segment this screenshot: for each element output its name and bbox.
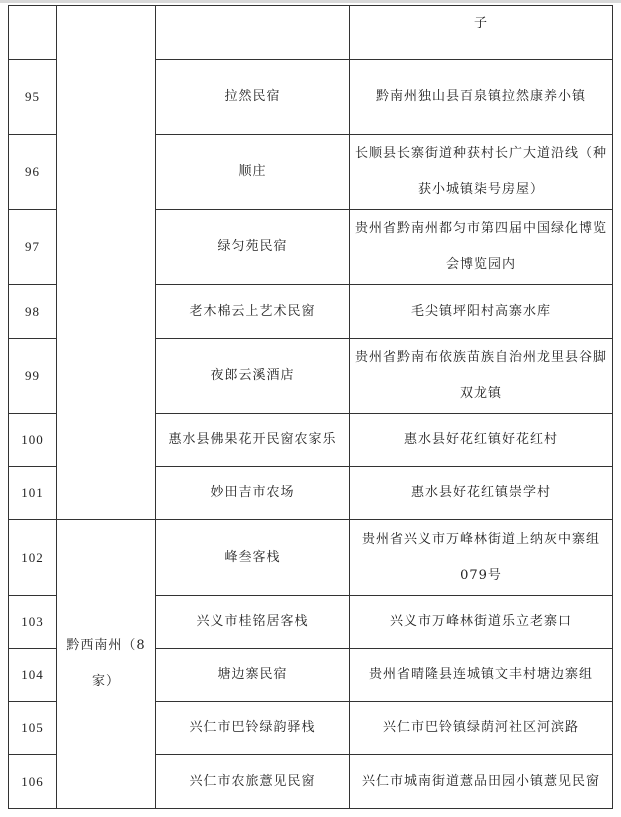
row-number: 104: [9, 649, 57, 702]
row-address: 黔南州独山县百泉镇拉然康养小镇: [350, 60, 613, 135]
row-name: 惠水县佛果花开民窗农家乐: [156, 414, 350, 467]
cell-number: [9, 6, 57, 60]
row-name: 妙田吉市农场: [156, 467, 350, 520]
row-address: 惠水县好花红镇崇学村: [350, 467, 613, 520]
row-number: 101: [9, 467, 57, 520]
row-name: 兴仁市巴铃绿韵驿栈: [156, 702, 350, 755]
row-name: 兴仁市农旅薏见民窗: [156, 755, 350, 809]
row-name: 老木棉云上艺术民窗: [156, 285, 350, 339]
row-address: 兴仁市巴铃镇绿荫河社区河滨路: [350, 702, 613, 755]
row-name: 夜郎云溪酒店: [156, 339, 350, 414]
row-address: 贵州省黔南州都匀市第四届中国绿化博览会博览园内: [350, 210, 613, 285]
row-number: 95: [9, 60, 57, 135]
row-address: 毛尖镇坪阳村高寨水库: [350, 285, 613, 339]
table-row-continuation: [9, 6, 613, 60]
address-continuation: 子: [473, 16, 488, 31]
row-address: 兴仁市城南街道薏品田园小镇薏见民窗: [350, 755, 613, 809]
region-cell: 黔西南州（8家）: [57, 520, 156, 809]
row-address: 兴义市万峰林街道乐立老寨口: [350, 596, 613, 649]
row-number: 105: [9, 702, 57, 755]
row-name: 绿匀苑民宿: [156, 210, 350, 285]
cell-address: [350, 6, 613, 60]
row-number: 100: [9, 414, 57, 467]
row-address: 长顺县长寨街道种获村长广大道沿线（种获小城镇柒号房屋）: [350, 135, 613, 210]
row-address: 贵州省黔南布依族苗族自治州龙里县谷脚双龙镇: [350, 339, 613, 414]
row-name: 顺庄: [156, 135, 350, 210]
row-address: 贵州省晴隆县连城镇文丰村塘边寨组: [350, 649, 613, 702]
page-top-rule: [0, 0, 621, 3]
homestay-table: [8, 5, 613, 809]
row-name: 拉然民宿: [156, 60, 350, 135]
row-number: 106: [9, 755, 57, 809]
row-number: 98: [9, 285, 57, 339]
row-number: 99: [9, 339, 57, 414]
table-row: [9, 520, 613, 596]
cell-name: [156, 6, 350, 60]
row-number: 96: [9, 135, 57, 210]
row-name: 塘边寨民宿: [156, 649, 350, 702]
row-name: 峰叁客栈: [156, 520, 350, 596]
row-number: 102: [9, 520, 57, 596]
row-address: 惠水县好花红镇好花红村: [350, 414, 613, 467]
row-number: 97: [9, 210, 57, 285]
row-address: 贵州省兴义市万峰林街道上纳灰中寨组079号: [350, 520, 613, 596]
region-cell-prev: [57, 6, 156, 520]
row-name: 兴义市桂铭居客栈: [156, 596, 350, 649]
row-number: 103: [9, 596, 57, 649]
